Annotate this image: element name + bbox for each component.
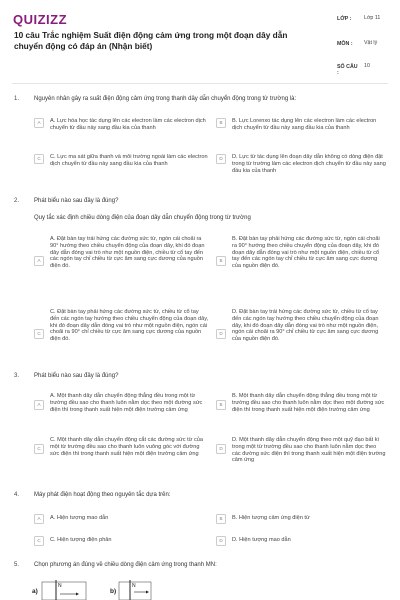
option-text: B. Một thanh dây dẫn chuyển động thẳng đều trong một từ trường đều sao cho thanh luôn nằm dọc theo một đường sức điện thì trong thanh xuất hiện một điện trường cảm ứng [232,393,385,413]
option-text: B. Lực Lorenxo tác dụng lên các electron làm các electron dịch chuyển từ đầu này sang đầu kia của thanh [232,118,377,131]
option-b[interactable] [216,236,386,270]
option-a[interactable] [34,236,209,270]
option-a[interactable] [34,393,209,413]
question-text: Máy phát điện hoạt động theo nguyên tắc dựa trên: [34,492,171,498]
option-text: A. Lực hóa học tác dụng lên các electron làm các electron dịch chuyển từ đầu này sang đầu kia của thanh [50,118,206,131]
option-letter: D [216,154,226,164]
figure-b-label: b) [110,588,117,595]
option-letter: D [216,329,226,339]
option-text: D. Đặt bàn tay trái hứng các đường sức từ, chiều từ cổ tay đến các ngón tay hướng theo chiều chuyển động của đoạn dây, khi đó đoạn dây dẫn đóng vai trò như một nguồn điện, ngón cái choãi ra 90° chỉ chiều từ cực âm sang cực dương của nguồn điện đó. [232,309,379,343]
figure-b-n-label: N [132,583,136,589]
option-text: C. Một thanh dây dẫn chuyển động cắt các đường sức từ của một từ trường đều sao cho thanh luôn vuông góc với đường sức điện thì trong thanh xuất hiện một điện trường cảm ứng [50,437,203,457]
option-letter: A [34,400,44,410]
subject-label: MÔN : [337,41,353,47]
option-b[interactable] [216,514,386,524]
option-a[interactable] [34,118,209,132]
option-d[interactable] [216,437,386,464]
option-text: C. Đặt bàn tay phải hứng các đường sức từ, chiều từ cổ tay đến các ngón tay hướng theo chiều chuyển động của đoạn dây, khi đó đoạn dây dẫn đóng vai trò như một nguồn điện, ngón cái choãi ra 90° chỉ chiều từ cực âm sang cực dương của nguồn điện đó. [50,309,209,343]
figure-a-label: a) [32,588,38,595]
option-letter: D [216,536,226,546]
option-letter: C [34,536,44,546]
option-letter: D [216,444,226,454]
question-subtext: Quy tắc xác định chiều dòng điện của đoạn dây dẫn chuyển động trong từ trường [34,215,251,221]
option-c[interactable] [34,536,209,546]
question-text: Chọn phương án đúng về chiều dòng điện cảm ứng trong thanh MN: [34,562,217,568]
page-title: 10 câu Trắc nghiệm Suất điện động cảm ứng trong một đoạn dây dẫn chuyển động có đáp án (Nhận biết) [14,30,288,51]
option-text: D. Một thanh dây dẫn chuyển động theo một quỹ đạo bất kì trong một từ trường đều sao cho thanh luôn nằm dọc theo các đường sức điện thì trong thanh xuất hiện một điện trường cảm ứng [232,437,386,464]
option-letter: A [34,118,44,128]
question-number: 4. [14,492,20,498]
option-text: C. Hiện tượng điện phân [50,537,112,543]
option-text: D. Lực từ tác dụng lên đoạn dây dẫn không có dòng điện đặt trong từ trường làm các electron dịch chuyển từ đầu này sang đầu kia của thanh [232,154,386,174]
option-letter: A [34,256,44,266]
question-number: 5. [14,562,20,568]
option-d[interactable] [216,309,386,343]
question-count-label: SỐ CÂU : [337,64,358,76]
option-letter: B [216,256,226,266]
option-c[interactable] [34,154,209,168]
figure-a-arrowhead [76,593,79,596]
option-text: D. Hiện tượng mao dẫn [232,537,291,543]
grade-value: Lớp 11 [364,15,381,21]
figure-a-n-label: N [58,583,62,589]
option-text: A. Một thanh dây dẫn chuyển động thẳng đều trong một từ trường đều sao cho thanh luôn nằm dọc theo một đường sức điện thì trong thanh xuất hiện một điện trường cảm ứng [50,393,203,413]
grade-label: LỚP : [337,16,352,22]
option-letter: C [34,444,44,454]
option-letter: B [216,514,226,524]
option-d[interactable] [216,154,386,174]
question-text: Nguyên nhân gây ra suất điện động cảm ứng trong thanh dây dẫn chuyển động trong từ trường là: [34,96,297,102]
option-letter: B [216,400,226,410]
option-text: A. Hiện tượng mao dẫn [50,515,109,521]
question-number: 3. [14,373,20,379]
option-b[interactable] [216,118,386,132]
question-text: Phát biểu nào sau đây là đúng? [34,373,119,379]
option-letter: B [216,118,226,128]
option-letter: C [34,154,44,164]
figure-a-frame [42,582,86,600]
option-letter: C [34,329,44,339]
option-text: A. Đặt bàn tay trái hứng các đường sức từ, ngón cái choãi ra 90° hướng theo chiều chuyển động của đoạn dây, khi đó đoạn dây dẫn đóng vai trò như một nguồn điện, chiều từ cổ tay đến các ngón tay chỉ chiều từ cực âm sang cực dương của nguồn điện đó. [50,236,205,270]
quizizz-logo: QUIZIZZ [13,12,68,27]
option-a[interactable] [34,514,209,524]
question-number: 1. [14,96,20,102]
option-text: C. Lực ma sát giữa thanh và môi trường ngoài làm các electron dịch chuyển từ đầu này sang đầu kia của thanh [50,154,208,167]
option-text: B. Hiện tượng cảm ứng điện từ [232,515,310,521]
figure-b-arrowhead [146,591,149,594]
header-divider [12,83,388,84]
question-number: 2. [14,198,20,204]
option-b[interactable] [216,393,386,413]
option-d[interactable] [216,536,386,546]
option-text: B. Đặt bàn tay phải hứng các đường sức từ, ngón cái choãi ra 90° hướng theo chiều chuyển động của đoạn dây, khi đó đoạn dây dẫn đóng vai trò như một nguồn điện, chiều từ cổ tay đến các ngón tay chỉ chiều từ cực âm sang cực dương của nguồn điện đó. [232,236,380,270]
question-5-figure [30,578,160,600]
question-count-value: 10 [364,63,370,69]
option-c[interactable] [34,437,209,457]
question-text: Phát biểu nào sau đây là đúng? [34,198,119,204]
option-letter: A [34,514,44,524]
quiz-info-panel [337,16,393,75]
subject-value: Vật lý [364,40,378,46]
option-c[interactable] [34,309,209,343]
